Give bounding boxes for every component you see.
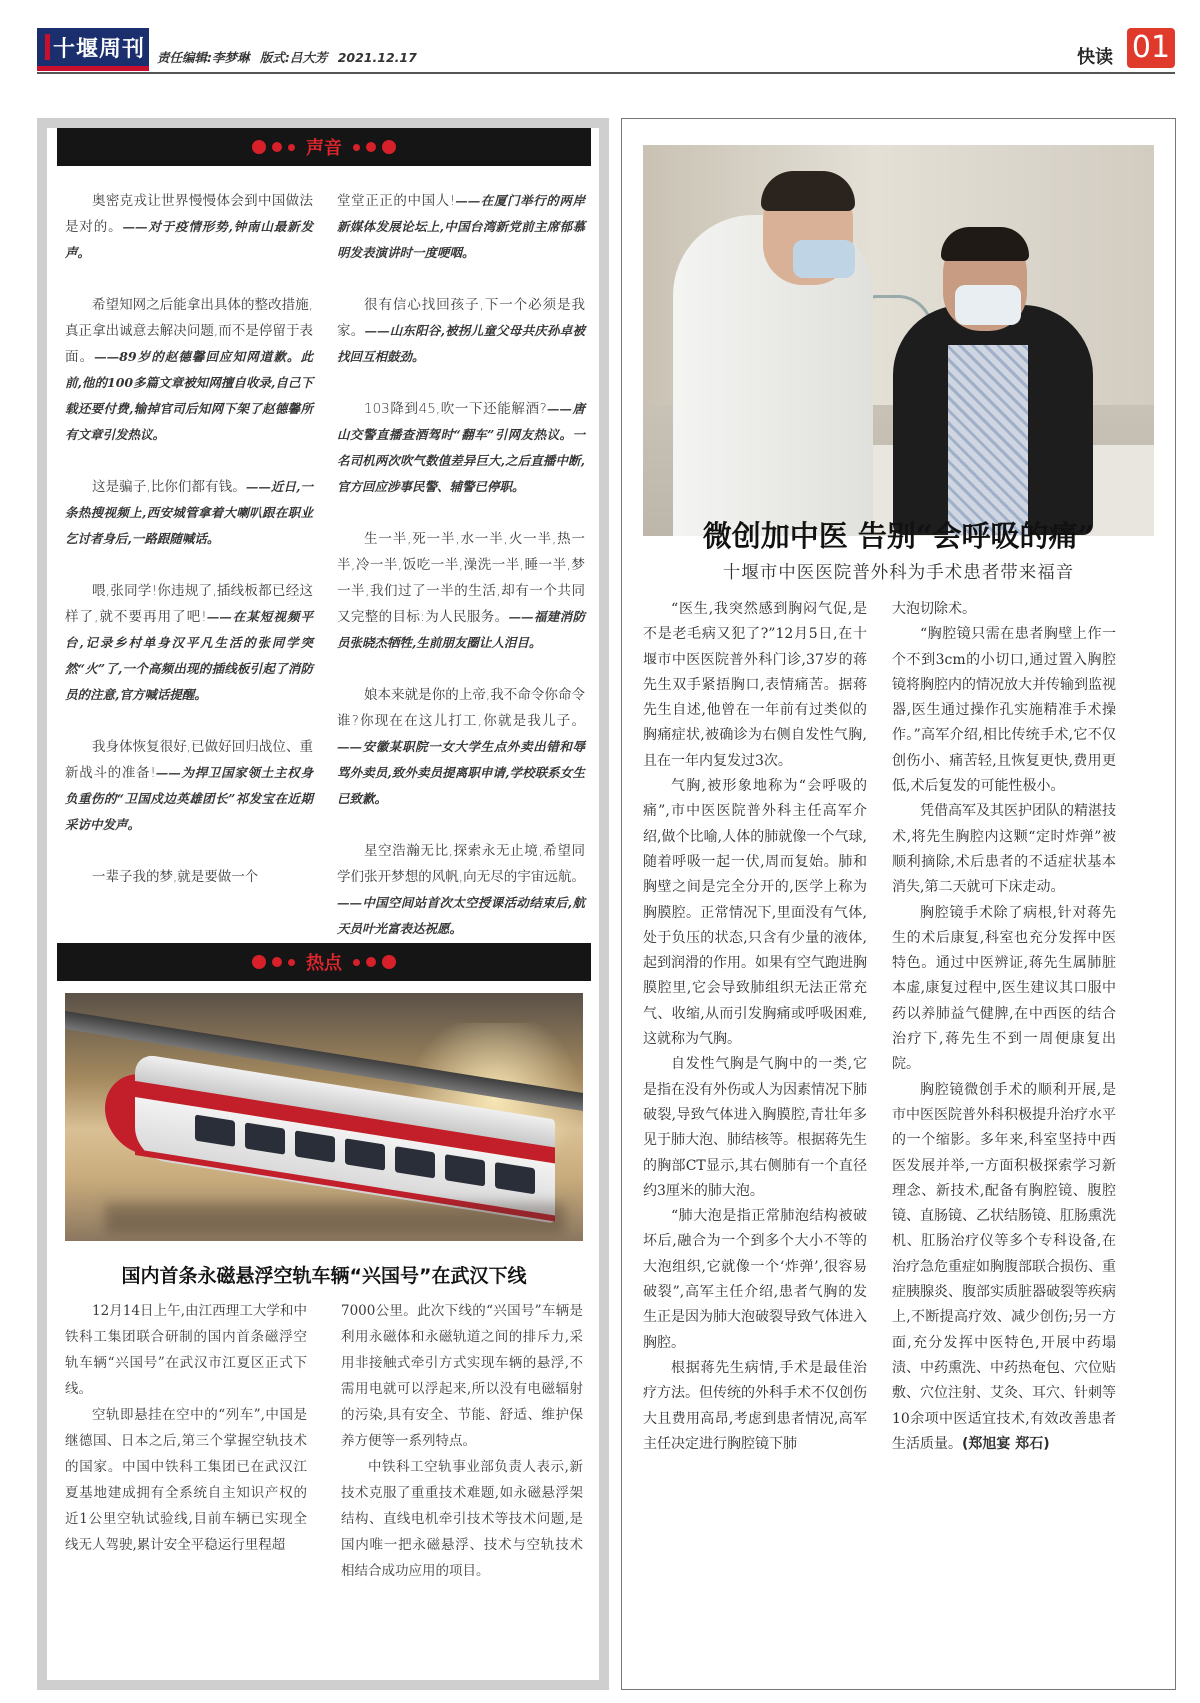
voice-item: 我身体恢复很好,已做好回归战位、重新战斗的准备!——为捍卫国家领土主权身负重伤的“卫国戍边英雄团长”祁发宝在近期采访中发声。 [65, 739, 313, 832]
dot-icon [366, 142, 376, 152]
left-panel [37, 118, 609, 1690]
logo-underline [37, 66, 149, 71]
header-rule [37, 72, 1175, 74]
feature-article-panel [621, 118, 1176, 1690]
feature-title: 微创加中医 告别“会呼吸的痛” [702, 519, 1095, 553]
article-paragraph: 根据蒋先生病情,手术是最佳治疗方法。但传统的外科手术不仅创伤大且费用高昂,考虑到患者情况,高军主任决定进行胸腔镜下肺 [643, 1359, 867, 1452]
dot-icon [353, 959, 360, 966]
logo-text: 十堰周刊 [53, 36, 146, 62]
hot-left-column [65, 1298, 307, 1558]
article-paragraph: “胸腔镜只需在患者胸壁上作一个不到3cm的小切口,通过置入胸腔镜将胸腔内的情况放大并传输到监视器,医生通过操作孔实施精准手术操作。”高军介绍,相比传统手术,它不仅创伤小、痛苦轻,且恢复更快,费用更低,术后复发的可能性极小。 [892, 626, 1116, 795]
hospital-photo [643, 145, 1154, 536]
voice-item: 星空浩瀚无比,探索永无止境,希望同学们张开梦想的风帆,向无尽的宇宙远航。——中国空间站首次太空授课活动结束后,航天员叶光富表达祝愿。 [337, 843, 585, 936]
hot-heading: 热点 [306, 953, 342, 974]
voice-left-column [65, 188, 313, 916]
logo-bar-icon [45, 34, 50, 60]
dot-icon [382, 955, 396, 969]
article-paragraph: 大泡切除术。 [892, 601, 976, 617]
feature-right-column [892, 597, 1116, 1457]
article-paragraph: “医生,我突然感到胸闷气促,是不是老毛病又犯了?”12月5日,在十堰市中医医院普外科门诊,37岁的蒋先生双手紧捂胸口,表情痛苦。据蒋先生自述,他曾在一年前有过类似的胸痛症状,被确诊为右侧自发性气胸,且在一年内复发过3次。 [643, 601, 867, 769]
voice-section-header [57, 128, 591, 166]
maglev-train-photo [65, 993, 583, 1241]
article-paragraph: 7000公里。此次下线的“兴国号”车辆是利用永磁体和永磁轨道之间的排斥力,采用非接触式牵引方式实现车辆的悬浮,不需用电就可以浮起来,所以没有电磁辐射的污染,具有安全、节能、舒适、维护保养方便等一系列特点。 [341, 1303, 583, 1449]
header-meta [157, 48, 423, 66]
voice-item: 娘本来就是你的上帝,我不命令你命令谁?你现在在这儿打工,你就是我儿子。——安徽某职院一女大学生点外卖出错和辱骂外卖员,致外卖员提离职申请,学校联系女生已致歉。 [337, 687, 585, 806]
dot-icon [252, 140, 266, 154]
voice-item: 希望知网之后能拿出具体的整改措施,真正拿出诚意去解决问题,而不是停留于表面。——89岁的赵德馨回应知网道歉。此前,他的100多篇文章被知网擅自收录,自己下载还要付费,输掉官司后知网下架了赵德馨所有文章引发热议。 [65, 297, 313, 442]
dot-icon [272, 142, 282, 152]
dot-icon [353, 144, 360, 151]
dot-icon [272, 957, 282, 967]
masthead [37, 28, 1175, 74]
dot-icon [288, 959, 295, 966]
voice-item: 很有信心找回孩子,下一个必须是我家。——山东阳谷,被拐儿童父母共庆孙卓被找回互相鼓劲。 [337, 297, 586, 364]
article-paragraph: 空轨即悬挂在空中的“列车”,中国是继德国、日本之后,第三个掌握空轨技术的国家。中国中铁科工集团已在武汉江夏基地建成拥有全系统自主知识产权的近1公里空轨试验线,目前车辆已实现全线无人驾驶,累计安全平稳运行里程超 [65, 1407, 307, 1553]
voice-item: 生一半,死一半,水一半,火一半,热一半,冷一半,饭吃一半,澡洗一半,睡一半,梦一半,我们过了一半的生活,却有一个共同又完整的目标:为人民服务。——福建消防员张晓杰牺牲,生前朋友圈让人泪目。 [337, 531, 585, 650]
voice-item: 喂,张同学!你违规了,插线板都已经这样了,就不要再用了吧!——在某短视频平台,记录乡村单身汉平凡生活的张同学突然“火”了,一个高频出现的插线板引起了消防员的注意,官方喊话提醒。 [65, 583, 313, 702]
hot-right-column [341, 1298, 583, 1584]
feature-subtitle: 十堰市中医医院普外科为手术患者带来福音 [722, 563, 1075, 583]
dot-icon [252, 955, 266, 969]
feature-left-column [643, 597, 867, 1457]
dot-icon [366, 957, 376, 967]
article-paragraph: 凭借高军及其医护团队的精湛技术,将先生胸腔内这颗“定时炸弹”被顺利摘除,术后患者的不适症状基本消失,第二天就可下床走动。 [892, 803, 1116, 896]
editor-credit: 责任编辑:李梦琳 [157, 50, 250, 65]
article-paragraph: 气胸,被形象地称为“会呼吸的痛”,市中医医院普外科主任高军介绍,做个比喻,人体的肺就像一个气球,随着呼吸一起一伏,周而复始。肺和胸壁之间是完全分开的,医学上称为胸膜腔。正常情况下,里面没有气体,处于负压的状态,只含有少量的液体,起到润滑的作用。如果有空气跑进胸膜腔里,它会导致肺组织无法正常充气、收缩,从而引发胸痛或呼吸困难,这就称为气胸。 [643, 778, 867, 1048]
voice-item: 这是骗子,比你们都有钱。——近日,一条热搜视频上,西安城管拿着大喇叭跟在职业乞讨者身后,一路跟随喊话。 [65, 479, 314, 546]
voice-item: 103降到45,吹一下还能解酒?——唐山交警直播查酒驾时“翻车”引网友热议。一名司机两次吹气数值差异巨大,之后直播中断,官方回应涉事民警、辅警已停职。 [337, 401, 585, 494]
article-paragraph: 胸腔镜手术除了病根,针对蒋先生的术后康复,科室也充分发挥中医特色。通过中医辨证,蒋先生属肺脏本虚,康复过程中,医生建议其口服中药以养肺益气健脾,在中西医的结合治疗下,蒋先生不到一周便康复出院。 [892, 904, 1116, 1073]
left-panel-inner [47, 128, 599, 1680]
issue-date: 2021.12.17 [337, 50, 417, 65]
section-name: 快读 [1077, 47, 1113, 68]
voice-item: 一辈子我的梦,就是要做一个 [92, 869, 259, 885]
article-paragraph: 12月14日上午,由江西理工大学和中铁科工集团联合研制的国内首条磁浮空轨车辆“兴国号”在武汉市江夏区正式下线。 [65, 1303, 307, 1397]
article-paragraph: 胸腔镜微创手术的顺利开展,是市中医医院普外科积极提升治疗水平的一个缩影。多年来,科室坚持中西医发展并举,一方面积极探索学习新理念、新技术,配备有胸腔镜、腹腔镜、直肠镜、乙状结肠镜、肛肠熏洗机、肛肠治疗仪等多个专科设备,在治疗急危重症如胸腹部联合损伤、重症胰腺炎、腹部实质脏器破裂等疾病上,不断提高疗效、减少创伤;另一方面,充分发挥中医特色,开展中药塌渍、中药熏洗、中药热奄包、穴位贴敷、穴位注射、艾灸、耳穴、针刺等10余项中医适宜技术,有效改善患者生活质量。(郑旭宴 郑石) [892, 1081, 1116, 1452]
voice-heading: 声音 [306, 138, 342, 159]
voice-right-column [337, 188, 585, 968]
voice-item: 堂堂正正的中国人!——在厦门举行的两岸新媒体发展论坛上,中国台湾新党前主席郁慕明发表演讲时一度哽咽。 [337, 193, 585, 260]
hot-article-title: 国内首条永磁悬浮空轨车辆“兴国号”在武汉下线 [121, 1265, 527, 1287]
article-paragraph: 中铁科工空轨事业部负责人表示,新技术克服了重重技术难题,如永磁悬浮架结构、直线电机牵引技术等技术问题,是国内唯一把永磁悬浮、技术与空轨技术相结合成功应用的项目。 [341, 1459, 583, 1579]
voice-item: 奥密克戎让世界慢慢体会到中国做法是对的。——对于疫情形势,钟南山最新发声。 [65, 193, 314, 260]
page-number: 01 [1127, 28, 1175, 68]
article-paragraph: “肺大泡是指正常肺泡结构被破坏后,融合为一个到多个大小不等的大泡组织,它就像一个‘炸弹’,很容易破裂”,高军主任介绍,患者气胸的发生正是因为肺大泡破裂导致气体进入胸腔。 [643, 1208, 867, 1351]
hot-section-header [57, 943, 591, 981]
newspaper-logo [37, 28, 149, 66]
byline: (郑旭宴 郑石) [962, 1435, 1050, 1452]
article-paragraph: 自发性气胸是气胸中的一类,它是指在没有外伤或人为因素情况下肺破裂,导致气体进入胸膜腔,青壮年多见于肺大泡、肺结核等。根据蒋先生的胸部CT显示,其右侧肺有一个直径约3厘米的肺大泡。 [643, 1056, 867, 1199]
layout-credit: 版式:吕大芳 [259, 50, 328, 65]
dot-icon [288, 144, 295, 151]
dot-icon [382, 140, 396, 154]
